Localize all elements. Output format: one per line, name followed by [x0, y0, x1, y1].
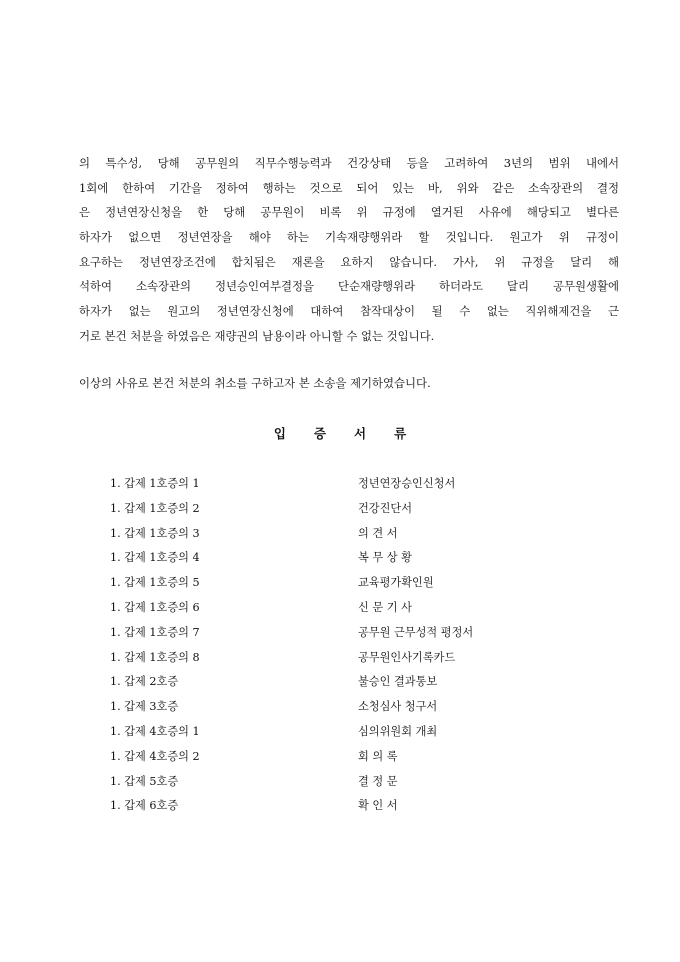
exhibit-item	[110, 770, 590, 795]
body-line: 의 특수성, 당해 공무원의 직무수행능력과 건강상태 등을 고려하여 3년의 범위 내에서	[79, 156, 619, 170]
exhibit-title: 공무원인사기록카드	[358, 650, 456, 664]
exhibit-item	[110, 794, 590, 819]
closing-paragraph: 이상의 사유로 본건 처분의 취소를 구하고자 본 소송을 제기하였습니다.	[79, 376, 431, 390]
exhibit-title: 회 의 록	[358, 749, 398, 763]
exhibit-item	[110, 472, 590, 497]
exhibit-item	[110, 497, 590, 522]
exhibit-title: 복 무 상 황	[358, 551, 412, 565]
exhibit-title: 공무원 근무성적 평정서	[358, 625, 474, 639]
exhibit-title: 의 견 서	[358, 526, 398, 540]
exhibit-title: 소청심사 청구서	[358, 700, 438, 714]
exhibit-list	[110, 472, 590, 819]
exhibit-title: 건강진단서	[358, 501, 413, 515]
body-line: 하자가 없으면 정년연장을 해야 하는 기속재량행위라 할 것입니다. 원고가 위 규정이	[79, 230, 619, 245]
exhibit-item	[110, 720, 590, 745]
exhibit-item	[110, 596, 590, 621]
exhibit-item	[110, 670, 590, 695]
exhibit-number: 1. 갑제 1호증의 3	[110, 526, 200, 540]
exhibit-number: 1. 갑제 1호증의 2	[110, 501, 200, 515]
exhibit-number: 1. 갑제 5호증	[110, 774, 179, 788]
exhibit-number: 1. 갑제 1호증의 6	[110, 600, 200, 614]
exhibit-title: 불승인 결과통보	[358, 675, 438, 689]
exhibit-item	[110, 646, 590, 671]
exhibit-number: 1. 갑제 2호증	[110, 675, 179, 689]
body-line: 거로 본건 처분을 하였음은 재량권의 남용이라 아니할 수 없는 것입니다.	[79, 328, 435, 343]
exhibit-number: 1. 갑제 1호증의 5	[110, 576, 200, 590]
body-line: 은 정년연장신청을 한 당해 공무원이 비록 위 규정에 열거된 사유에 해당되고 별다른	[79, 205, 619, 220]
exhibit-title: 심의위원회 개최	[358, 724, 438, 738]
body-paragraph	[79, 151, 619, 349]
exhibit-number: 1. 갑제 1호증의 8	[110, 650, 200, 664]
exhibit-item	[110, 522, 590, 547]
exhibit-title: 결 정 문	[358, 774, 398, 788]
exhibit-title: 정년연장승인신청서	[358, 477, 456, 490]
exhibit-item	[110, 621, 590, 646]
exhibit-title: 교육평가확인원	[358, 576, 434, 590]
exhibit-number: 1. 갑제 1호증의 1	[110, 477, 200, 490]
exhibit-item	[110, 695, 590, 720]
body-line: 석하여 소속장관의 정년승인여부결정을 단순재량행위라 하더라도 달리 공무원생활에	[79, 279, 619, 294]
body-line: 하자가 없는 원고의 정년연장신청에 대하여 참작대상이 될 수 없는 직위해제건을 근	[79, 304, 619, 319]
body-line: 1회에 한하여 기간을 정하여 행하는 것으로 되어 있는 바, 위와 같은 소속장관의 결정	[79, 180, 619, 195]
exhibit-item	[110, 546, 590, 571]
exhibit-title: 신 문 기 사	[358, 600, 412, 614]
exhibit-number: 1. 갑제 1호증의 7	[110, 625, 200, 639]
exhibits-heading: 입증서류	[273, 426, 435, 441]
exhibit-number: 1. 갑제 4호증의 1	[110, 724, 200, 738]
exhibit-title: 확 인 서	[358, 799, 398, 813]
exhibit-item	[110, 571, 590, 596]
body-line: 요구하는 정년연장조건에 합치됨은 재론을 요하지 않습니다. 가사, 위 규정을 달리 해	[79, 254, 619, 269]
exhibit-number: 1. 갑제 3호증	[110, 700, 179, 714]
exhibit-number: 1. 갑제 6호증	[110, 799, 179, 813]
exhibit-item	[110, 745, 590, 770]
exhibit-number: 1. 갑제 1호증의 4	[110, 551, 200, 565]
exhibit-number: 1. 갑제 4호증의 2	[110, 749, 200, 763]
